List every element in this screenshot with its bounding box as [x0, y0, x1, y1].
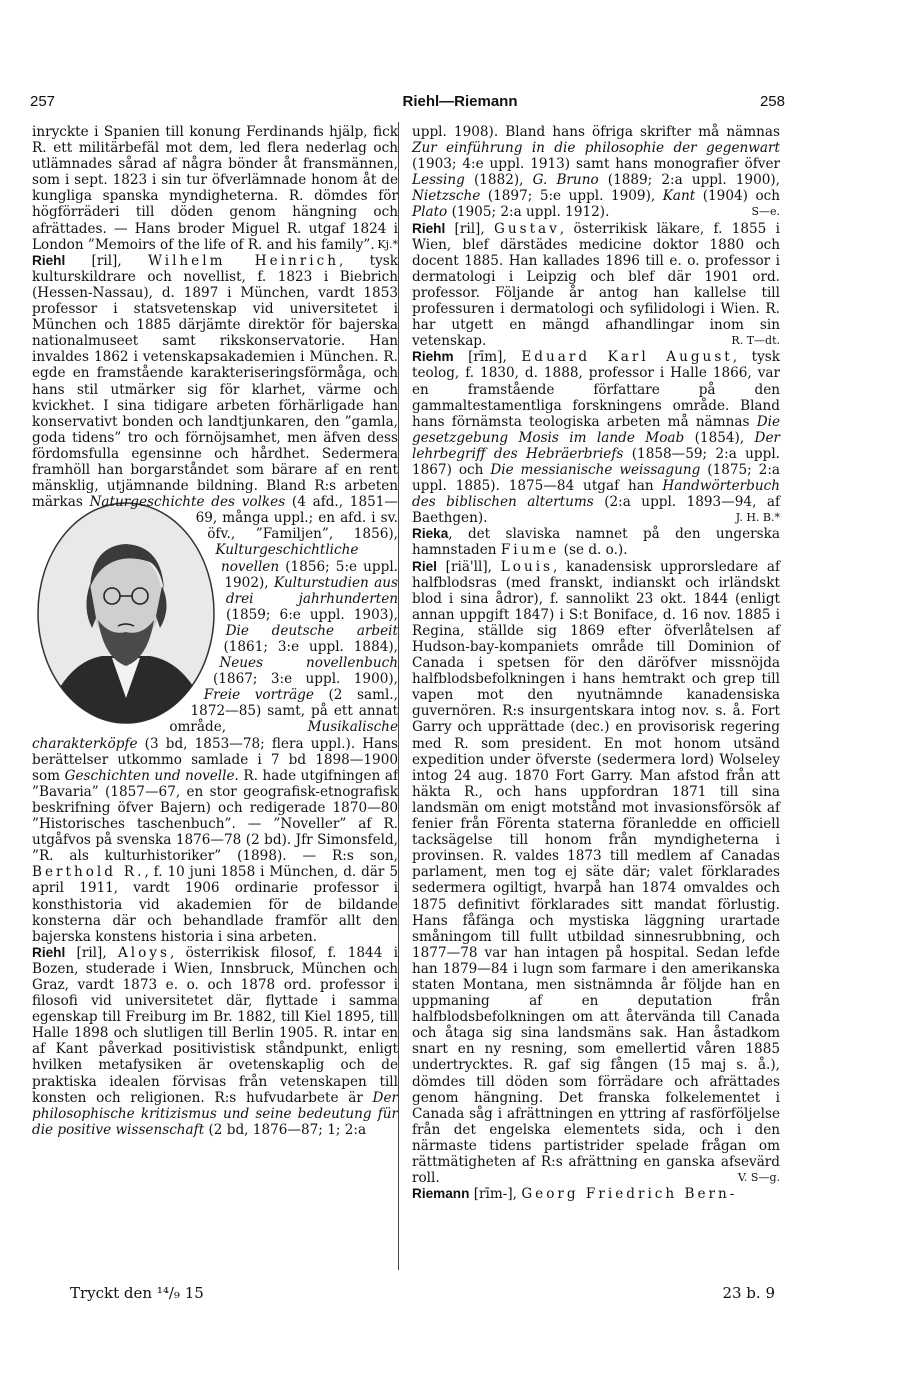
author-signature: V. S—g.: [737, 1171, 780, 1185]
entry-text: (2 saml., 1872—85) samt, på ett annat område,: [169, 687, 398, 736]
entry-riemann: [412, 1186, 780, 1202]
entry-text: (1858—59; 2:a uppl. 1867) och: [412, 445, 780, 478]
entry-text: (1867; 3:e uppl. 1900),: [212, 671, 398, 688]
author-signature: R. T—dt.: [731, 334, 780, 348]
pronunciation: [ril],: [445, 220, 494, 237]
work-title: Plato: [412, 204, 448, 221]
page-number-right: 258: [759, 93, 785, 110]
entry-rieka: [412, 526, 780, 558]
entry-text: (1904) och: [695, 188, 780, 205]
pronunciation: [rīm-],: [469, 1186, 522, 1203]
author-signature: J. H. B.*: [735, 511, 780, 525]
signature-mark: 23 b. 9: [722, 1284, 775, 1302]
work-title: Kulturgeschichtliche novellen: [215, 542, 359, 575]
entry-text: , kanadensisk upprorsledare af halfblodsras (med franskt, indianskt och irländskt blod i sina ådror), f. sannolikt 23 okt. 1844 (enligt annan uppgift 1847) i S:t Boniface, d. 16 nov. 1885 i Regina, ställde sig 1869 efter öfverlåtelsen af Hudson-bay-kompaniets område till Dominion of Canada i spetsen för den däröfver missnöjda halfblodsbefolkningen i hans hemtrakt och grep till vapen mot den nyutnämnde kanadensiska guvernören. R:s insurgentskara intog nov. s. å. Fort Garry och upprättade (dec.) en provisorisk regering med R. som president. En mot honom utsänd expedition under öfverste (sedermera lord) Wolseley intog 24 aug. 1870 Fort Garry. Man afstod från att häkta R., och hans uppfordran 1871 till sina landsmän om enigt motstånd mot invasionsförsök af fenier från Förenta staterna föranledde en officiell tacksägelse till honom från myndigheterna i provinsen. R. valdes 1873 till medlem af Canadas parlament, men tog ej säte där; valet förklarades sedermera ogiltigt, hvarpå han 1874 omvaldes och 1875 definitivt förklarades sitt mandat förlustig. Hans fåfänga och mystiska läggning urartade småningom till fullt utbildad sinnesrubbning, och 1877—78 var han intagen på hospital. Sedan lefde han 1879—84 i lugn som farmare i den amerikanska staten Montana, men sistnämnda år följde han en uppmaning af en deputation från halfblodsbefolkningen om att återvända till Canada och åtaga sig sina landsmäns sak. Han åstadkom snart en ny resning, som emellertid våren 1885 undertrycktes. R. gaf sig fången (15 maj s. å.), dömdes till döden som förrädare och afrättades genom hängning. Det franska folkelementet i Canada såg i afrättningen en yttring af rasförföljelse från det engelska elementets sida, och i den närmaste tidens partistrider spelade frågan om rättmätigheten af R:s afrättning en ganska afsevärd roll.: [412, 558, 781, 1187]
work-title: Freie vorträge: [203, 687, 314, 704]
entry-text: , österrikisk filosof, f. 1844 i Bozen, studerade i Wien, Innsbruck, München och Graz, vardt 1873 e. o. och 1878 ord. professor i filosofi vid universitetet där, flyttade i samma egenskap till Freiburg im Br. 1882, till Kiel 1895, till Halle 1898 och slutligen till Berlin 1905. R. intar en af Kant påverkad positivistisk ståndpunkt, enligt hvilken metafysiken är ovetenskaplig och de praktiska idealen förvisas från vetenskapen till konsten och religionen. R:s hufvudarbete är: [32, 944, 398, 1106]
entry-headword: Riel: [412, 558, 437, 574]
right-column: [412, 124, 780, 1202]
entry-text: inryckte i Spanien till konung Ferdinands hjälp, fick R. ett militärbefäl mot dem, led flera nederlag och utlämnades sårad af några bönder åt fransmännen, som i sept. 1823 i sin tur öfverlämnade honom åt de kungliga spanska myndigheterna. R. dömdes för högförräderi till döden genom hängning och afrättades. — Hans broder Miguel R. utgaf 1824 i London ”Memoirs of the life of R. and his family”.: [32, 124, 398, 253]
work-title: Die messianische weissagung: [490, 461, 701, 478]
entry-text: , tysk teolog, f. 1830, d. 1888, professor i Halle 1866, var en framstående författare på den gammaltestamentliga forskningens område. Bland hans förnämsta teologiska arbeten må nämnas: [412, 349, 781, 430]
person-name: Louis: [500, 558, 554, 575]
entry-text: (1875; 2:a uppl. 1885). 1875—84 utgaf han: [412, 461, 781, 495]
portrait-figure: [32, 498, 220, 728]
entry-text: (2:a uppl. 1893—94, af Baethgen).: [412, 494, 780, 527]
running-header: [0, 93, 920, 117]
work-title: Der lehrbegriff des Hebräerbriefs: [412, 429, 780, 462]
pronunciation: [ril],: [65, 252, 148, 269]
entry-text: (1882),: [464, 172, 533, 189]
work-title: Musikalische charakterköpfe: [32, 719, 398, 752]
person-name: Gustav: [493, 220, 560, 237]
entry-headword: Riemann: [412, 1186, 470, 1202]
entry-continuation: [32, 124, 398, 253]
place-name: Fiume: [500, 542, 560, 559]
entry-text: (1859; 6:e uppl. 1903),: [226, 606, 398, 623]
work-title: Der philosophische kritizismus und seine bedeutung für die positive wissenschaft: [32, 1089, 398, 1138]
work-title: Neues novellenbuch: [219, 655, 398, 672]
work-title: Naturgeschichte des volkes: [89, 494, 286, 511]
entry-text: (1856; 5:e uppl. 1902),: [224, 558, 398, 591]
entry-riehl-aloys: [32, 945, 398, 1138]
work-title: Kulturstudien aus drei jahrhunderten: [225, 574, 399, 607]
entry-text: (1903; 4:e uppl. 1913) samt hans monografier öfver: [412, 156, 780, 173]
entry-continuation: [412, 124, 780, 221]
entry-text: , tysk kulturskildrare och novellist, f. 1823 i Biebrich (Hessen-Nassau), d. 1897 i München, vardt 1853 professor i statsvetenskap vid universitetet i München och 1885 därjämte direktör för bajerska nationalmuseet samt rikskonservatorie. Han invaldes 1862 i vetenskapsakademien i München. R. egde en framstående karakteriseringsförmåga, och hans stil utmärker sig för klarhet, värme och kvickhet. I sina tidigare arbeten förhärligade han konservativt bonden och landtjunkaren, den ”gamla, goda tidens” tro och förnöjsamhet, men äfven dess fördomsfulla egensinne och hårdhet. Sedermera framhöll han borgarståndet som bärare af en rent mänsklig, utjämnande bildning. Bland R:s arbeten märkas: [32, 252, 398, 511]
author-signature: S—e.: [751, 205, 780, 219]
entry-text: (1889; 2:a uppl. 1900),: [598, 172, 780, 189]
entry-riel: [412, 559, 780, 1187]
page-footer: [0, 1284, 920, 1308]
entry-text: (se d. o.).: [559, 542, 628, 559]
work-title: Zur einführung in die philosophie der gegenwart: [412, 140, 780, 157]
entry-text: (1905; 2:a uppl. 1912).: [447, 204, 610, 221]
person-name: Eduard Karl August: [521, 349, 733, 366]
entry-riehm: [412, 349, 780, 526]
entry-text: (2 bd, 1876—87; 1; 2:a: [204, 1121, 367, 1138]
left-column: [32, 124, 398, 1138]
entry-headword: Riehm: [412, 349, 454, 365]
person-name: Berthold R.: [32, 864, 145, 881]
entry-text: (1897; 5:e uppl. 1909),: [480, 188, 663, 205]
person-name: Aloys: [117, 944, 170, 961]
entry-text: (4 afd., 1851—69, många uppl.; en afd. i sv. öfv., ”Familjen”, 1856),: [195, 494, 398, 543]
entry-text: , f. 10 juni 1858 i München, d. där 5 april 1911, vardt 1906 ordinarie professor i konsthistoria vid akademien för de bildande konsterna där och behandlade framför allt den bajerska konstens historia i sina arbeten.: [32, 864, 398, 945]
entry-headword: Rieka: [412, 526, 449, 542]
person-name: Georg Friedrich Bern-: [521, 1186, 738, 1203]
page-title: Riehl—Riemann: [402, 93, 518, 110]
pronunciation: [ril],: [65, 944, 118, 961]
work-title: Geschichten und novelle: [64, 767, 235, 784]
entry-headword: Riehl: [32, 944, 66, 960]
entry-headword: Riehl: [412, 220, 446, 236]
entry-text: . R. hade utgifningen af ”Bavaria” (1857—67, en stor geografisk-etnografisk beskrifning öfver Bajern) och redigerade 1870—80 ”Historisches taschenbuch”. — ”Noveller” af R. utgåfvos på svenska 1876—78 (2 bd). Jfr Simonsfeld, ”R. als kulturhistoriker” (1898). — R:s son,: [32, 767, 399, 865]
portrait-image: [32, 498, 220, 728]
entry-riehl-gustav: [412, 221, 780, 350]
work-title: G. Bruno: [532, 172, 599, 189]
entry-text: uppl. 1908). Bland hans öfriga skrifter må nämnas: [412, 124, 780, 140]
page-number-left: 257: [30, 93, 56, 110]
person-name: Wilhelm Heinrich: [148, 252, 339, 269]
work-title: Die deutsche arbeit: [225, 622, 398, 639]
work-title: Lessing: [412, 172, 465, 189]
entry-riehl-wilhelm: [32, 253, 398, 945]
entry-text: , österrikisk läkare, f. 1855 i Wien, blef därstädes medicine doktor 1880 och docent 1885. Han kallades 1896 till e. o. professor i dermatologi i Leipzig och blef där 1901 ord. professor. Följande år antog han kallelse till professuren i dermatologi och syfilidologi i Wien. R. har utgett en mängd afhandlingar inom sin vetenskap.: [412, 220, 780, 350]
work-title: Handwörterbuch des biblischen altertums: [412, 478, 780, 511]
work-title: Kant: [662, 188, 696, 205]
print-date: Tryckt den ¹⁴/₉ 15: [70, 1284, 204, 1302]
work-title: Die gesetzgebung Mosis im lande Moab: [412, 413, 780, 446]
entry-text: (1854),: [684, 429, 755, 446]
author-signature: Kj.*: [377, 237, 398, 251]
column-divider: [398, 122, 399, 1270]
entry-text: , det slaviska namnet på den ungerska hamnstaden: [412, 526, 780, 559]
entry-headword: Riehl: [32, 252, 66, 268]
entry-text: (3 bd, 1853—78; flera uppl.). Hans berättelser utkommo samlade i 7 bd 1898—1900 som: [32, 735, 398, 784]
pronunciation: [rīm],: [453, 349, 522, 366]
pronunciation: [riä'll],: [436, 558, 501, 575]
entry-text: (1861; 3:e uppl. 1884),: [223, 639, 398, 655]
work-title: Nietzsche: [412, 188, 481, 205]
